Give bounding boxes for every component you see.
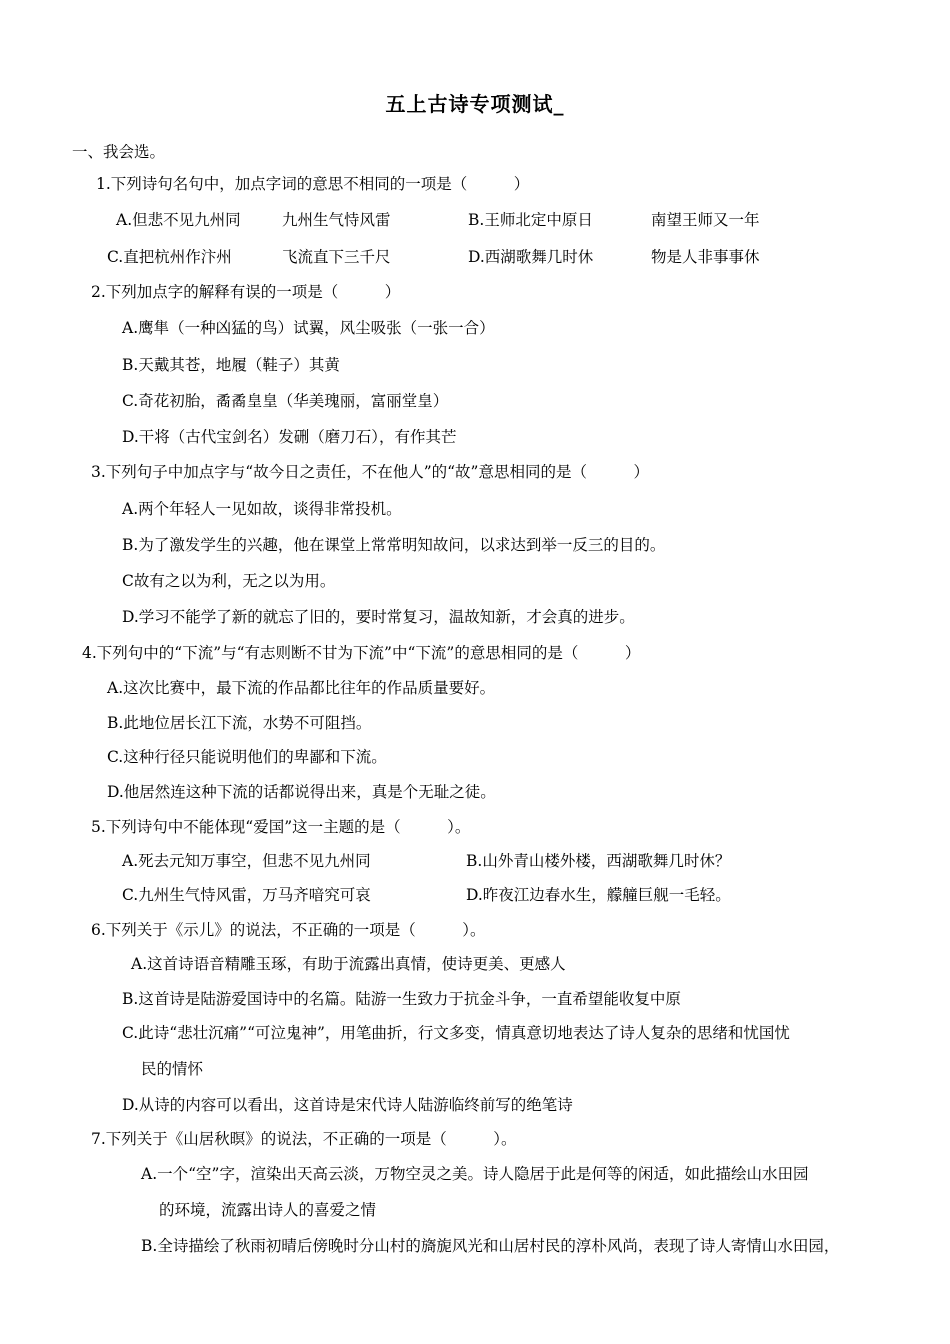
q5-stem: 5.下列诗句中不能体现“爱国”这一主题的是（ ）。 <box>91 818 471 836</box>
q6-stem: 6.下列关于《示儿》的说法，不正确的一项是（ ）。 <box>91 921 486 939</box>
q7-option-a-line1: A.一个“空”字，渲染出天高云淡，万物空灵之美。诗人隐居于此是何等的闲适，如此描绘山水田园 <box>141 1165 809 1183</box>
q5-option-b: B.山外青山楼外楼，西湖歌舞几时休？ <box>466 852 731 870</box>
q1-option-b-part2: 南望王师又一年 <box>651 211 760 229</box>
q5-option-a: A.死去元知万事空，但悲不见九州同 <box>122 852 371 870</box>
q1-option-b-part1: B.王师北定中原日 <box>468 211 593 229</box>
q6-option-c-line2: 民的情怀 <box>141 1060 204 1078</box>
q1-stem: 1.下列诗句名句中，加点字词的意思不相同的一项是（ ） <box>96 175 530 193</box>
q7-option-a-line2: 的环境，流露出诗人的喜爱之情 <box>159 1201 377 1219</box>
q1-option-a-part2: 九州生气恃风雷 <box>282 211 391 229</box>
q6-option-d: D.从诗的内容可以看出，这首诗是宋代诗人陆游临终前写的绝笔诗 <box>122 1096 573 1114</box>
q1-option-a-part1: A.但悲不见九州同 <box>116 211 241 229</box>
q4-option-b: B.此地位居长江下流，水势不可阻挡。 <box>107 714 372 732</box>
q1-option-d-part2: 物是人非事事休 <box>651 248 760 266</box>
q6-option-a: A.这首诗语音精雕玉琢，有助于流露出真情，使诗更美、更感人 <box>131 955 566 973</box>
q1-option-c-part2: 飞流直下三千尺 <box>282 248 391 266</box>
page-title: 五上古诗专项测试_ <box>385 92 565 116</box>
q4-option-a: A.这次比赛中，最下流的作品都比往年的作品质量要好。 <box>107 679 496 697</box>
q4-option-c: C.这种行径只能说明他们的卑鄙和下流。 <box>107 748 387 766</box>
section-heading: 一、我会选。 <box>72 143 166 161</box>
q3-stem: 3.下列句子中加点字与“故今日之责任，不在他人”的“故”意思相同的是（ ） <box>91 463 649 481</box>
q2-option-d: D.干将（古代宝剑名）发硎（磨刀石），有作其芒 <box>122 428 457 446</box>
q7-option-b-line1: B.全诗描绘了秋雨初晴后傍晚时分山村的旖旎风光和山居村民的淳朴风尚，表现了诗人寄情山水田园， <box>141 1237 840 1255</box>
q2-stem: 2.下列加点字的解释有误的一项是（ ） <box>91 283 401 301</box>
q2-option-c: C.奇花初胎，矞矞皇皇（华美瑰丽，富丽堂皇） <box>122 392 449 410</box>
q2-option-a: A.鹰隼（一种凶猛的鸟）试翼，风尘吸张（一张一合） <box>122 319 495 337</box>
q1-option-d-part1: D.西湖歌舞几时休 <box>468 248 594 266</box>
q3-option-c: C故有之以为利，无之以为用。 <box>122 572 336 590</box>
q3-option-a: A.两个年轻人一见如故，谈得非常投机。 <box>122 500 402 518</box>
q6-option-b: B.这首诗是陆游爱国诗中的名篇。陆游一生致力于抗金斗争，一直希望能收复中原 <box>122 990 681 1008</box>
q5-option-d: D.昨夜江边春水生，艨艟巨舰一毛轻。 <box>466 886 731 904</box>
q4-option-d: D.他居然连这种下流的话都说得出来，真是个无耻之徒。 <box>107 783 496 801</box>
q3-option-d: D.学习不能学了新的就忘了旧的，要时常复习，温故知新，才会真的进步。 <box>122 608 635 626</box>
q7-stem: 7.下列关于《山居秋暝》的说法，不正确的一项是（ ）。 <box>91 1130 517 1148</box>
q4-stem: 4.下列句中的“下流”与“有志则断不甘为下流”中“下流”的意思相同的是（ ） <box>82 644 641 662</box>
q5-option-c: C.九州生气恃风雷，万马齐喑究可哀 <box>122 886 371 904</box>
q3-option-b: B.为了激发学生的兴趣，他在课堂上常常明知故问，以求达到举一反三的目的。 <box>122 536 666 554</box>
q1-option-c-part1: C.直把杭州作汴州 <box>107 248 232 266</box>
q2-option-b: B.天戴其苍，地履（鞋子）其黄 <box>122 356 340 374</box>
q6-option-c-line1: C.此诗“悲壮沉痛”“可泣鬼神”，用笔曲折，行文多变，情真意切地表达了诗人复杂的思绪和忧国忧 <box>122 1024 790 1042</box>
